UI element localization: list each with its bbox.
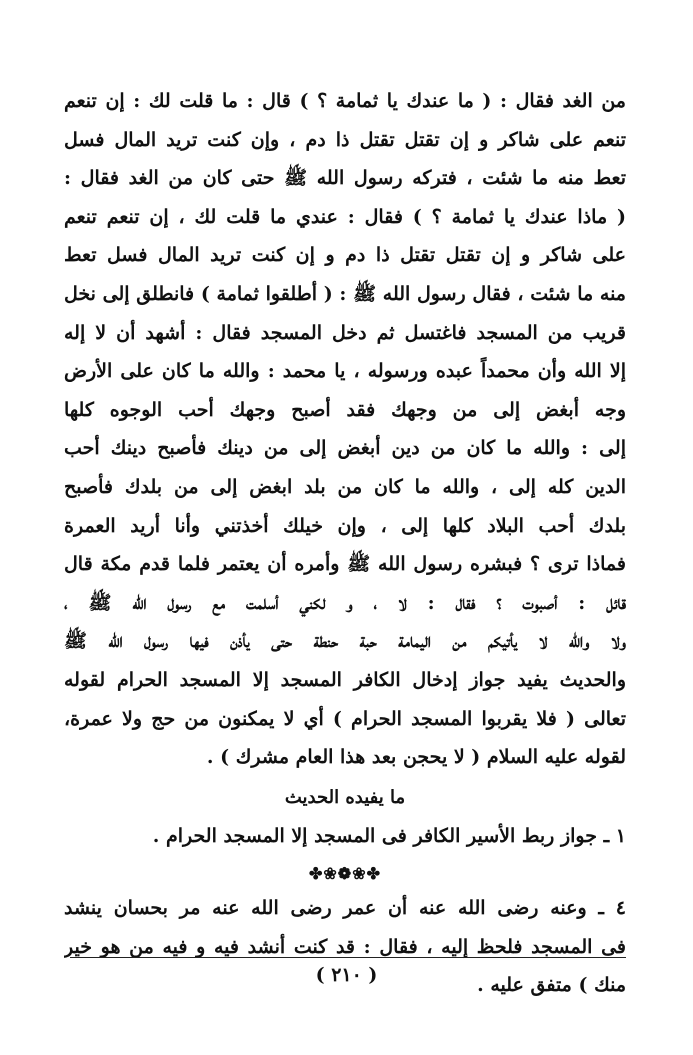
text-line: بلدك أحب البلاد كلها إلى ، وإن خيلك أخذتني وأنا أريد العمرة — [64, 514, 626, 537]
text-line: قريب من المسجد فاغتسل ثم دخل المسجد فقال : أشهد أن لا إله — [64, 321, 626, 344]
text-line: ( ماذا عندك يا ثمامة ؟ ) فقال : عندي ما قلت لك ، إن تنعم تنعم — [64, 205, 626, 228]
text-line: والحديث يفيد جواز إدخال الكافر المسجد إلا المسجد الحرام لقوله — [64, 668, 626, 691]
text-line: تعط منه ما شئت ، فتركه رسول الله ﷺ حتى كان من الغد فقال : — [64, 167, 626, 190]
page-number: ( ٢١٠ ) — [315, 964, 378, 986]
text-line: منك ) متفق عليه . — [477, 974, 626, 997]
text-line: وجه أبغض إلى من وجهك فقد أصبح وجهك أحب الوجوه كلها — [64, 398, 626, 421]
text-line: منه ما شئت ، فقال رسول الله ﷺ : ( أطلقوا ثمامة ) فانطلق إلى نخل — [64, 282, 626, 305]
benefit-line: ١ ـ جواز ربط الأسير الكافر فى المسجد إلا المسجد الحرام . — [152, 824, 626, 847]
text-line: فماذا ترى ؟ فبشره رسول الله ﷺ وأمره أن يعتمر فلما قدم مكة قال — [64, 553, 626, 576]
text-line: على شاكر و إن تقتل تقتل ذا دم و إن كنت تريد المال فسل تعط — [64, 244, 626, 267]
text-line: ٤ ـ وعنه رضى الله عنه أن عمر رضى الله عنه مر بحسان ينشد — [64, 897, 626, 920]
page-text-block — [64, 82, 626, 1005]
text-line: تعالى ( فلا يقربوا المسجد الحرام ) أي لا يمكنون من حج ولا عمرة، — [64, 707, 626, 730]
text-line: إلا الله وأن محمداً عبده ورسوله ، يا محمد : والله ما كان على الأرض — [64, 360, 626, 383]
text-line: قائل : أصبوت ؟ فقال : لا ، و لكني أسلمت مع رسول الله ﷺ ، — [64, 591, 626, 614]
text-line: من الغد فقال : ( ما عندك يا ثمامة ؟ ) قال : ما قلت لك : إن تنعم — [64, 90, 626, 112]
ornament-divider: ✤❀❁❀✤ — [308, 864, 382, 884]
text-line: ولا والله لا يأتيكم من اليمامة حبة حنطة حتى يأذن فيها رسول الله ﷺ — [64, 630, 626, 653]
text-line: تنعم على شاكر و إن تقتل تقتل ذا دم ، وإن كنت تريد المال فسل — [64, 128, 626, 151]
text-line: فى المسجد فلحظ إليه ، فقال : قد كنت أنشد فيه و فيه من هو خير — [64, 935, 626, 958]
text-line: إلى : والله ما كان من دين أبغض إلى من دينك فأصبح دينك أحب — [64, 437, 626, 460]
text-line: الدين كله إلى ، والله ما كان من بلد ابغض إلى من بلدك فأصبح — [64, 475, 626, 498]
section-heading: ما يفيده الحديث — [284, 786, 406, 808]
text-line: لقوله عليه السلام ( لا يحجن بعد هذا العام مشرك ) . — [206, 746, 626, 769]
